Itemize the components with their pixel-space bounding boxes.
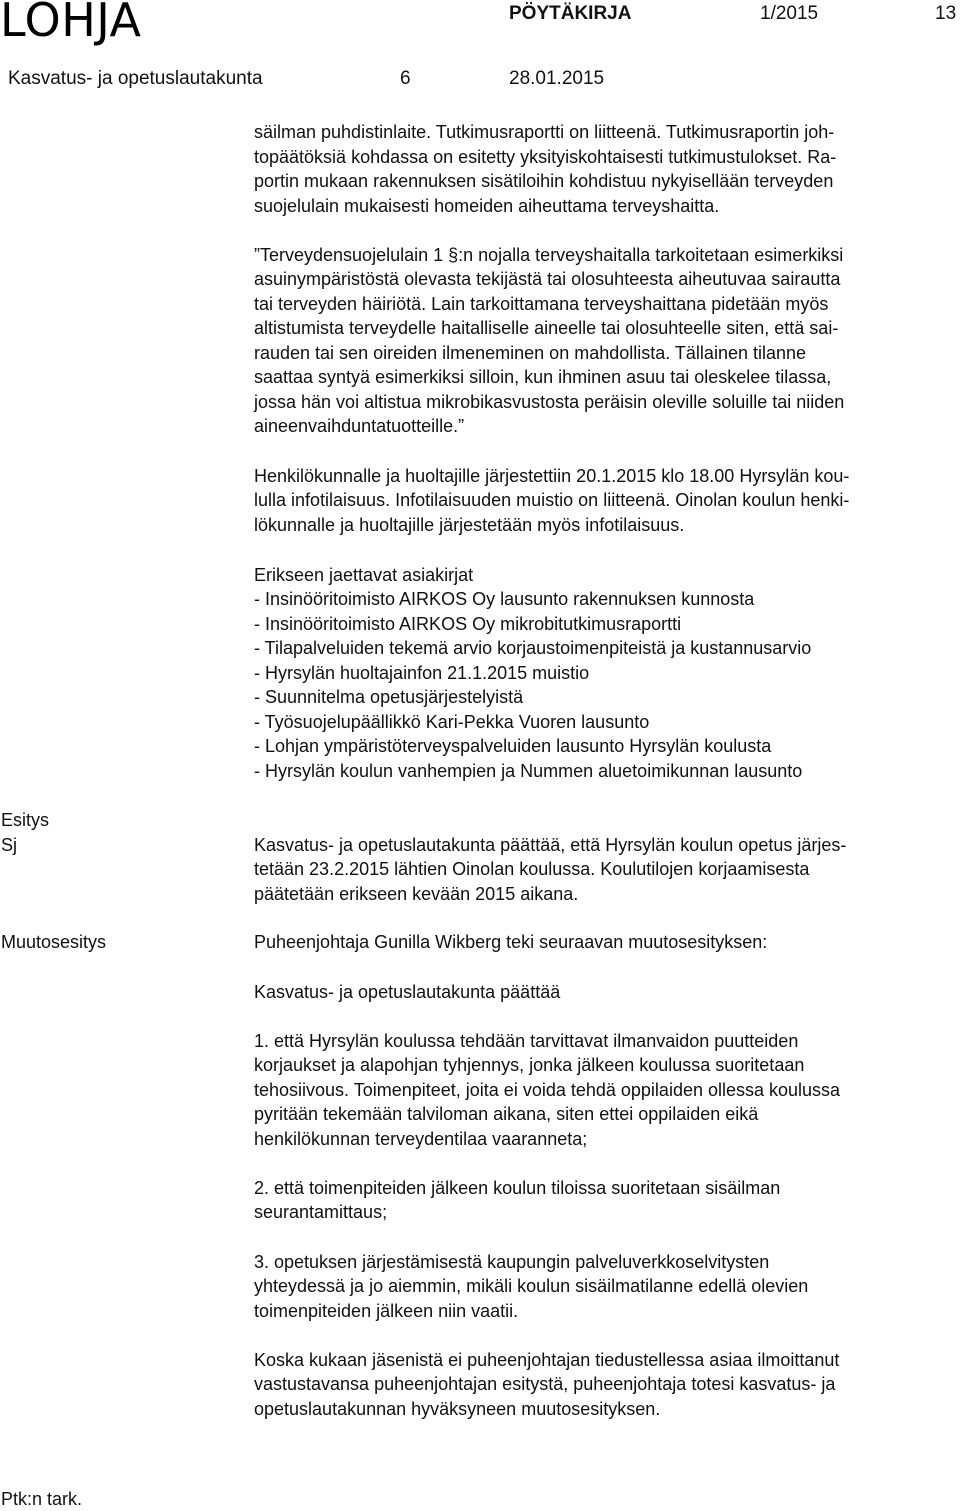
text-line: tetään 23.2.2015 lähtien Oinolan koulussa. Koulutilojen korjaamisesta: [254, 859, 810, 879]
text-line: suojelulain mukaisesti homeiden aiheuttama terveyshaitta.: [254, 196, 720, 216]
attachments-title: Erikseen jaettavat asiakirjat: [254, 565, 474, 585]
list-item: - Tilapalveluiden tekemä arvio korjaustoimenpiteistä ja kustannusarvio: [254, 638, 812, 658]
text-line: lökunnalle ja huoltajille järjestetään myös infotilaisuus.: [254, 515, 685, 535]
text-line: asuinympäristöstä olevasta tekijästä tai olosuhteesta aiheutuvaa sairautta: [254, 269, 841, 289]
list-item: - Työsuojelupäällikkö Kari-Pekka Vuoren lausunto: [254, 712, 650, 732]
text-line: henkilökunnan terveydentilaa vaaranneta;: [254, 1129, 588, 1149]
amendment-decides: Kasvatus- ja opetuslautakunta päättää: [254, 982, 561, 1002]
text-line: altistumista terveydelle haitalliselle aineelle tai olosuhteelle siten, että sai-: [254, 318, 839, 338]
text-line: aineenvaihduntatuotteille.”: [254, 416, 465, 436]
text-line: seurantamittaus;: [254, 1202, 388, 1222]
text-line: 3. opetuksen järjestämisestä kaupungin palveluverkkoselvitysten: [254, 1252, 770, 1272]
document-type: PÖYTÄKIRJA: [509, 3, 632, 24]
text-line: 2. että toimenpiteiden jälkeen koulun tiloissa suoritetaan sisäilman: [254, 1178, 781, 1198]
list-item: - Lohjan ympäristöterveyspalveluiden lausunto Hyrsylän koulusta: [254, 736, 772, 756]
label-muutosesitys: Muutosesitys: [1, 932, 107, 952]
text-line: jossa hän voi altistua mikrobikasvustosta peräisin oleville soluille tai niiden: [254, 392, 845, 412]
text-line: pyritään tekemään talviloman aikana, siten ettei oppilaiden eikä: [254, 1104, 759, 1124]
list-item: - Insinööritoimisto AIRKOS Oy lausunto rakennuksen kunnosta: [254, 589, 755, 609]
committee-name: Kasvatus- ja opetuslautakunta: [8, 68, 263, 89]
section-number: 6: [400, 68, 411, 89]
text-line: korjaukset ja alapohjan tyhjennys, jonka jälkeen koulussa suoritetaan: [254, 1055, 805, 1075]
text-line: tehosiivous. Toimenpiteet, joita ei voida tehdä oppilaiden ollessa koulussa: [254, 1080, 841, 1100]
list-item: - Hyrsylän koulun vanhempien ja Nummen aluetoimikunnan lausunto: [254, 761, 803, 781]
document-number: 1/2015: [760, 3, 819, 24]
text-line: 1. että Hyrsylän koulussa tehdään tarvittavat ilmanvaidon puutteiden: [254, 1031, 799, 1051]
list-item: - Hyrsylän huoltajainfon 21.1.2015 muistio: [254, 663, 590, 683]
list-item: - Suunnitelma opetusjärjestelyistä: [254, 687, 524, 707]
meeting-date: 28.01.2015: [509, 68, 605, 89]
text-line: Kasvatus- ja opetuslautakunta päättää, että Hyrsylän koulun opetus järjes-: [254, 835, 847, 855]
text-line: säilman puhdistinlaite. Tutkimusraportti on liitteenä. Tutkimusraportin joh-: [254, 122, 835, 142]
label-esitys: Esitys: [1, 810, 50, 830]
amendment-intro: Puheenjohtaja Gunilla Wikberg teki seuraavan muutosesityksen:: [254, 932, 768, 952]
text-line: yhteydessä ja jo aiemmin, mikäli koulun sisäilmatilanne edellä olevien: [254, 1276, 809, 1296]
lohja-logo: LOHJA: [0, 0, 142, 47]
text-line: vastustavansa puheenjohtajan esitystä, puheenjohtaja totesi kasvatus- ja: [254, 1374, 836, 1394]
text-line: päätetään erikseen kevään 2015 aikana.: [254, 884, 579, 904]
footer-ptk-tark: Ptk:n tark.: [1, 1489, 83, 1509]
page-number: 13: [935, 3, 957, 24]
label-sj: Sj: [1, 835, 18, 855]
list-item: - Insinööritoimisto AIRKOS Oy mikrobitutkimusraportti: [254, 614, 682, 634]
text-line: Henkilökunnalle ja huoltajille järjestettiin 20.1.2015 klo 18.00 Hyrsylän kou-: [254, 466, 850, 486]
text-line: saattaa syntyä esimerkiksi silloin, kun ihminen asuu tai oleskelee tilassa,: [254, 367, 832, 387]
text-line: portin mukaan rakennuksen sisätiloihin kohdistuu nykyisellään terveyden: [254, 171, 834, 191]
text-line: rauden tai sen oireiden ilmeneminen on mahdollista. Tällainen tilanne: [254, 343, 807, 363]
text-line: ”Terveydensuojelulain 1 §:n nojalla terveyshaitalla tarkoitetaan esimerkiksi: [254, 245, 844, 265]
text-line: lulla infotilaisuus. Infotilaisuuden muistio on liitteenä. Oinolan koulun henki-: [254, 490, 850, 510]
text-line: opetuslautakunnan hyväksyneen muutosesityksen.: [254, 1399, 661, 1419]
text-line: tai terveyden häiriötä. Lain tarkoittamana terveyshaittana pidetään myös: [254, 294, 829, 314]
text-line: topäätöksiä kohdassa on esitetty yksityiskohtaisesti tutkimustulokset. Ra-: [254, 147, 837, 167]
text-line: Koska kukaan jäsenistä ei puheenjohtajan tiedustellessa asiaa ilmoittanut: [254, 1350, 840, 1370]
text-line: toimenpiteiden jälkeen niin vaatii.: [254, 1301, 519, 1321]
